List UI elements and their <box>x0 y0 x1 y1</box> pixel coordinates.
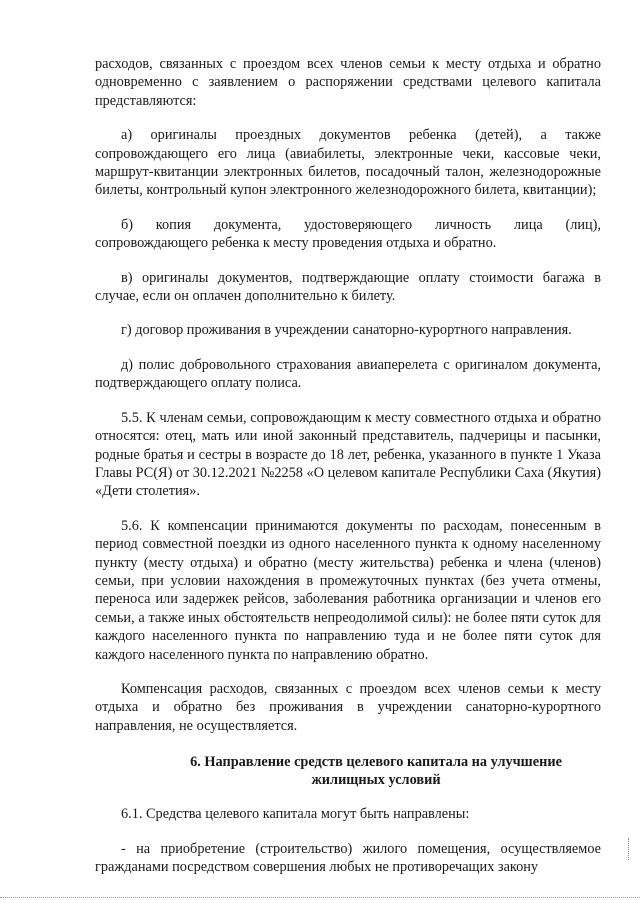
scan-edge-mark <box>628 838 632 860</box>
paragraph-intro: расходов, связанных с проездом всех членов семьи к месту отдыха и обратно одновременно с заявлением о распоряжении средствами целевого капитала представляются: <box>95 56 601 109</box>
paragraph-item-g: г) договор проживания в учреждении санаторно-курортного направления. <box>121 322 572 339</box>
paragraph-item-a: а) оригиналы проездных документов ребенка (детей), а также сопровождающего его лица (авиабилеты, электронные чеки, кассовые чеки, маршрут-квитанции электронных билетов, посадочный талон, железнодорожные билеты, контрольный купон электронного железнодорожного билета, квитанции); <box>95 127 601 199</box>
section-heading-line-1: 6. Направление средств целевого капитала на улучшение <box>190 754 562 771</box>
paragraph-item-d: д) полис добровольного страхования авиаперелета с оригиналом документа, подтверждающего оплату полиса. <box>95 356 601 392</box>
paragraph-5-6: 5.6. К компенсации принимаются документы по расходам, понесенным в период совместной поездки из одного населенного пункта к одному населенному пункту (месту отдыха) и обратно (месту жительства) ребенка и члена (членов) семьи, при условии нахождения в промежуточных пунктах (без учета отмены, переноса или задержек рейсов, заболевания работника организации и членов его семьи, а также иных обстоятельств непреодолимой силы): не более пяти суток для каждого населенного пункта по направлению туда и не более пяти суток для каждого населенного пункта по направлению обратно. <box>95 517 601 663</box>
scan-bottom-line <box>0 897 640 898</box>
paragraph-5-5: 5.5. К членам семьи, сопровождающим к месту совместного отдыха и обратно относятся: отец, мать или иной законный представитель, падчерицы и пасынки, родные братья и сестры в возрасте до 18 лет, ребенка, указанного в пункте 1 Указа Главы РС(Я) от 30.12.2021 №2258 «О целевом капитале Республики Саха (Якутия) «Дети столетия». <box>95 409 601 500</box>
paragraph-6-1-item: - на приобретение (строительство) жилого помещения, осуществляемое гражданами посредством совершения любых не противоречащих закону <box>95 840 601 875</box>
paragraph-item-v: в) оригиналы документов, подтверждающие оплату стоимости багажа в случае, если он оплачен дополнительно к билету. <box>95 269 601 305</box>
document-body <box>95 55 601 876</box>
paragraph-item-b: б) копия документа, удостоверяющего личность лица (лиц), сопровождающего ребенка к месту проведения отдыха и обратно. <box>95 216 601 252</box>
paragraph-compensation: Компенсация расходов, связанных с проездом всех членов семьи к месту отдыха и обратно без проживания в учреждении санаторно-курортного направления, не осуществляется. <box>95 680 601 734</box>
paragraph-6-1: 6.1. Средства целевого капитала могут быть направлены: <box>121 806 470 823</box>
section-heading-line-2: жилищных условий <box>311 772 441 789</box>
section-heading <box>95 753 601 789</box>
